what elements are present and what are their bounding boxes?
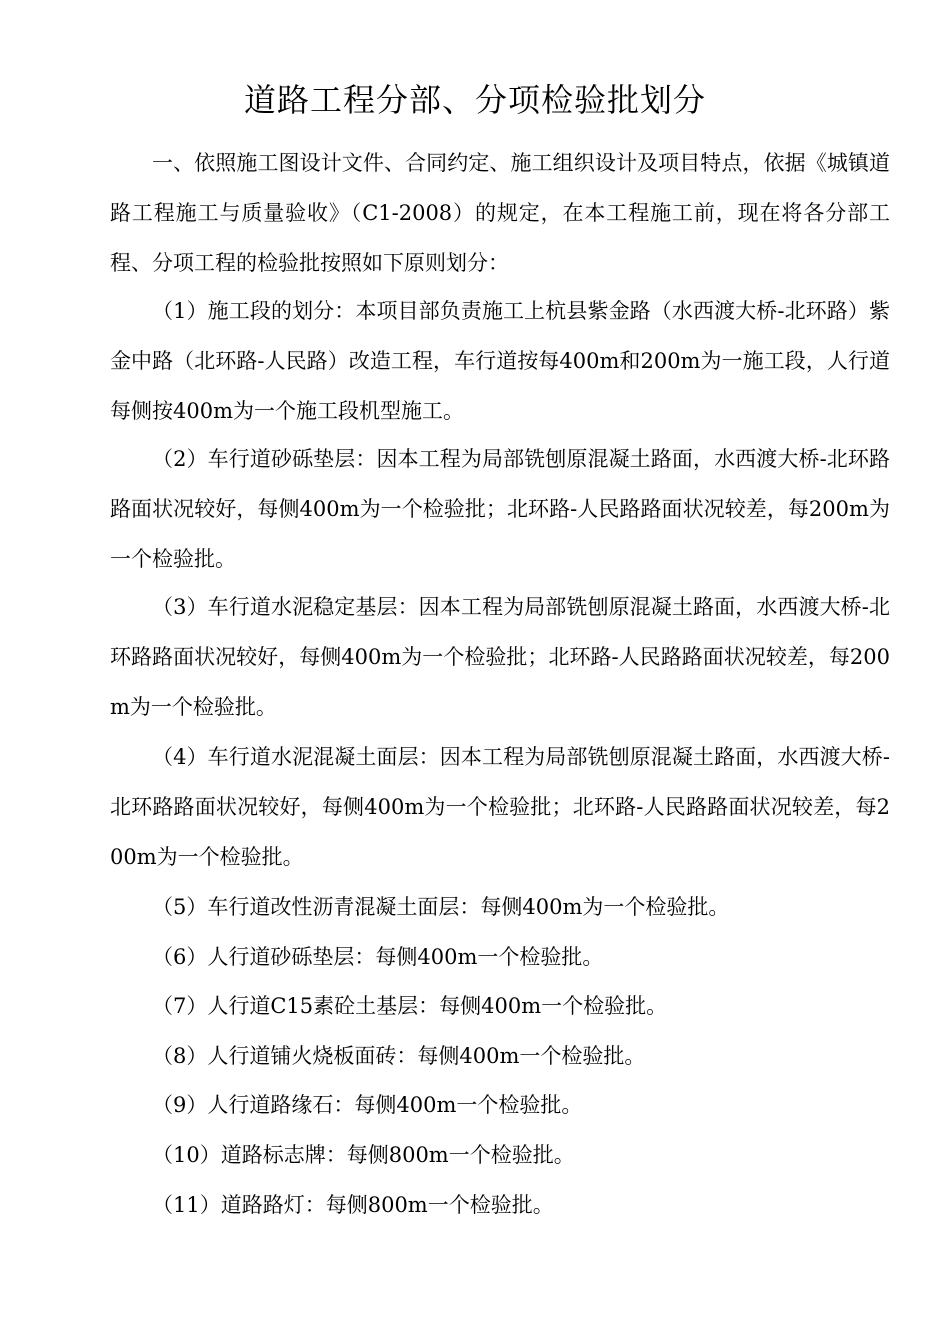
item-1-paragraph: （1）施工段的划分：本项目部负责施工上杭县紫金路（水西渡大桥-北环路）紫金中路（北环路-人民路）改造工程，车行道按每400m和200m为一施工段，人行道每侧按400m为一个施工段机型施工。 xyxy=(110,299,890,423)
item-4-paragraph: （4）车行道水泥混凝土面层：因本工程为局部铣刨原混凝土路面，水西渡大桥-北环路路面状况较好，每侧400m为一个检验批；北环路-人民路路面状况较差，每200m为一个检验批。 xyxy=(110,745,890,869)
item-11-paragraph: （11）道路路灯：每侧800m一个检验批。 xyxy=(152,1193,554,1217)
item-3-paragraph: （3）车行道水泥稳定基层：因本工程为局部铣刨原混凝土路面，水西渡大桥-北环路路面状况较好，每侧400m为一个检验批；北环路-人民路路面状况较差，每200m为一个检验批。 xyxy=(110,595,890,719)
document-title: 道路工程分部、分项检验批划分 xyxy=(243,81,706,119)
item-5-paragraph: （5）车行道改性沥青混凝土面层：每侧400m为一个检验批。 xyxy=(152,895,730,919)
item-8-paragraph: （8）人行道铺火烧板面砖：每侧400m一个检验批。 xyxy=(152,1044,646,1068)
item-6-paragraph: （6）人行道砂砾垫层：每侧400m一个检验批。 xyxy=(152,945,604,969)
item-7-paragraph: （7）人行道C15素砼土基层：每侧400m一个检验批。 xyxy=(152,994,668,1018)
item-2-paragraph: （2）车行道砂砾垫层：因本工程为局部铣刨原混凝土路面，水西渡大桥-北环路路面状况较好，每侧400m为一个检验批；北环路-人民路路面状况较差，每200m为一个检验批。 xyxy=(110,447,890,571)
item-10-paragraph: （10）道路标志牌：每侧800m一个检验批。 xyxy=(152,1143,575,1167)
item-9-paragraph: （9）人行道路缘石：每侧400m一个检验批。 xyxy=(152,1093,583,1117)
intro-paragraph: 一、依照施工图设计文件、合同约定、施工组织设计及项目特点，依据《城镇道路工程施工与质量验收》（C1-2008）的规定，在本工程施工前，现在将各分部工程、分项工程的检验批按照如下原则划分： xyxy=(110,151,890,275)
